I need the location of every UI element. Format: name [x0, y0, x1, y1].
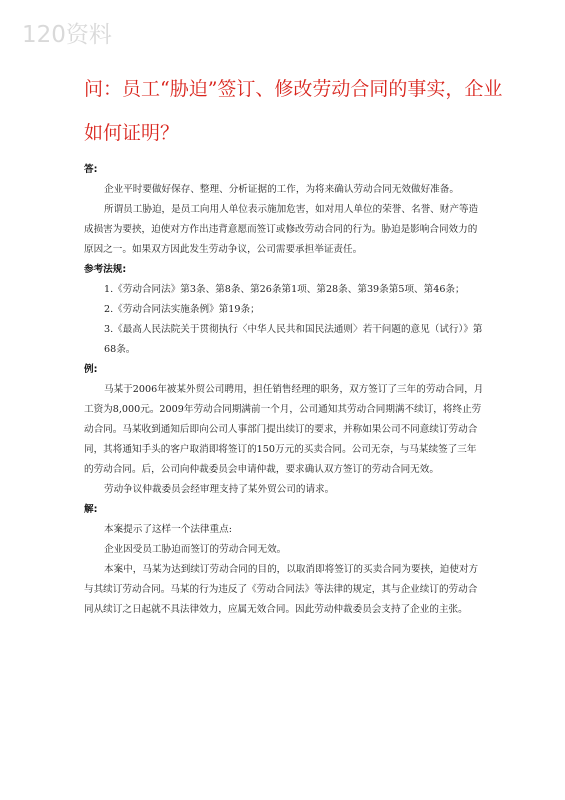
page-title-line-2: 如何证明？: [84, 122, 180, 144]
law-heading: 参考法规:: [84, 264, 127, 275]
example-paragraph: 劳动争议仲裁委员会经审理支持了某外贸公司的请求。: [104, 484, 335, 495]
page-title-line-1: 问：员工“胁迫”签订、修改劳动合同的事实，企业: [84, 78, 503, 100]
document-body: [84, 160, 484, 620]
solution-paragraph: 本案中，马某为达到续订劳动合同的目的，以取消即将签订的买卖合同为要挟，迫使对方与其续订劳动合同。马某的行为违反了《劳动合同法》等法律的规定，其与企业续订的劳动合同从续订之日起就不具法律效力，应属无效合同。因此劳动仲裁委员会支持了企业的主张。: [84, 564, 479, 615]
solution-paragraph: 企业因受员工胁迫而签订的劳动合同无效。: [104, 544, 287, 555]
example-heading: 例:: [84, 364, 98, 375]
example-paragraph: 马某于2006年被某外贸公司聘用，担任销售经理的职务，双方签订了三年的劳动合同，月工资为8,000元。2009年劳动合同期满前一个月，公司通知其劳动合同期满不续订，将终止劳动合同。马某收到通知后即向公司人事部门提出续订的要求，并称如果公司不同意续订劳动合同，其将通知手头的客户取消即将签订的150万元的买卖合同。公司无奈，与马某续签了三年的劳动合同。后，公司向仲裁委员会申请仲裁，要求确认双方签订的劳动合同无效。: [84, 384, 484, 475]
solution-paragraph: 本案提示了这样一个法律重点:: [104, 524, 232, 535]
answer-paragraph: 所谓员工胁迫，是员工向用人单位表示施加危害，如对用人单位的荣誉、名誉、财产等造成损害为要挟，迫使对方作出违背意愿而签订或修改劳动合同的行为。胁迫是影响合同效力的原因之一。如果双方因此发生劳动争议，公司需要承担举证责任。: [84, 204, 479, 255]
law-item: 2.《劳动合同法实施条例》第19条；: [104, 304, 260, 315]
solution-heading: 解:: [84, 504, 98, 515]
answer-heading: 答:: [84, 164, 98, 175]
watermark-logo: 120资料: [22, 22, 112, 48]
law-item: 3.《最高人民法院关于贯彻执行〈中华人民共和国民法通则〉若干问题的意见（试行）》第68条。: [104, 324, 483, 355]
answer-paragraph: 企业平时要做好保存、整理、分析证据的工作，为将来确认劳动合同无效做好准备。: [104, 184, 459, 195]
law-item: 1.《劳动合同法》第3条、第8条、第26条第1项、第28条、第39条第5项、第46条；: [104, 284, 465, 295]
